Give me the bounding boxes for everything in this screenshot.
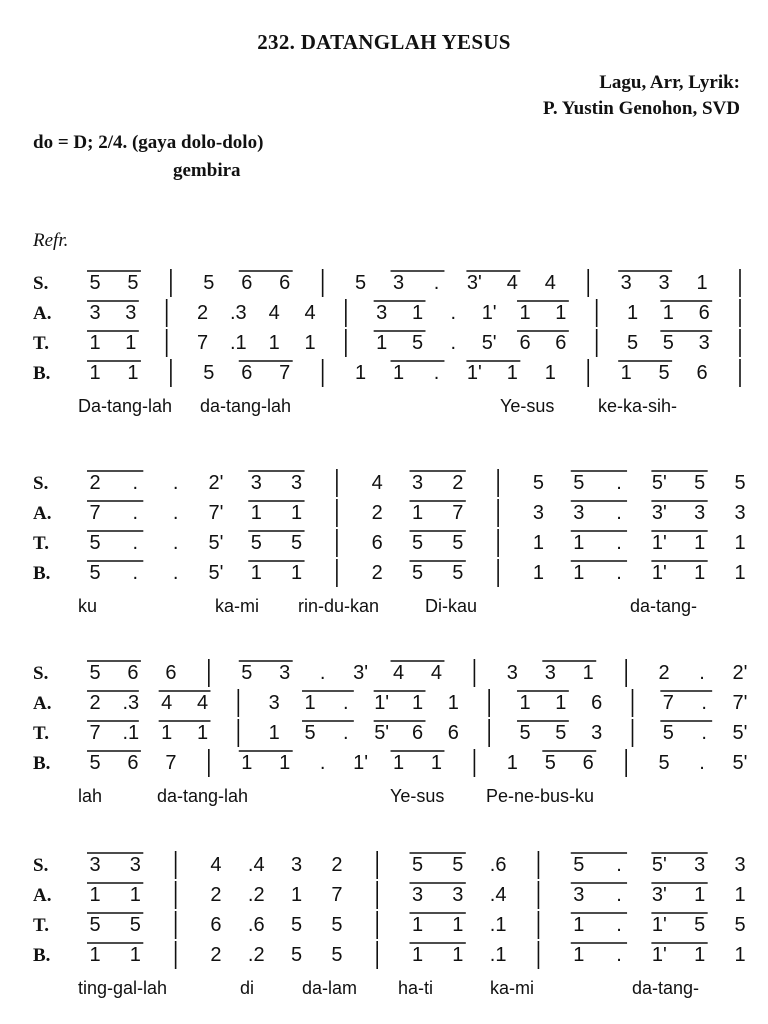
refrain-label: Refr.	[33, 230, 69, 251]
note-b: 1'	[353, 752, 369, 774]
note-a: 3'	[651, 502, 667, 524]
note-t: 5'	[208, 532, 224, 554]
note-s: 3	[279, 662, 291, 684]
note-b: 6	[241, 362, 253, 384]
note-a: 3	[694, 502, 706, 524]
note-b: 1	[532, 562, 544, 584]
note-a: 3	[125, 302, 137, 324]
note-t: 5	[694, 914, 706, 936]
lyric-syllables: da-tang-	[630, 596, 698, 616]
note-b: 1	[506, 362, 518, 384]
note-s: 6	[279, 272, 291, 294]
note-a: 1	[129, 884, 141, 906]
note-a: 7'	[208, 502, 224, 524]
note-s: .	[319, 662, 326, 684]
song-title: 232. DATANGLAH YESUS	[257, 30, 511, 54]
note-a: 1	[519, 302, 531, 324]
note-s: 2	[658, 662, 670, 684]
note-a: .	[132, 502, 139, 524]
voice-label-b: B.	[33, 563, 51, 584]
note-a: 1	[250, 502, 262, 524]
note-s: 5	[694, 472, 706, 494]
note-t: 6	[555, 332, 567, 354]
note-b: 1	[544, 362, 556, 384]
note-b: .1	[489, 944, 507, 966]
voice-label-t: T.	[33, 533, 50, 554]
note-a: 1	[447, 692, 459, 714]
note-a: 3	[573, 884, 585, 906]
note-a: 2	[210, 884, 222, 906]
note-s: 3	[506, 662, 518, 684]
note-b: 6	[696, 362, 708, 384]
lyric-syllables: Da-tang-lah	[78, 396, 173, 416]
note-s: .	[699, 662, 705, 684]
note-t: 5	[291, 532, 303, 554]
note-t: 5	[519, 722, 531, 744]
note-b: .	[699, 752, 705, 774]
note-t: 6	[411, 722, 424, 744]
voice-label-s: S.	[33, 273, 49, 294]
note-b: 7	[165, 752, 177, 774]
note-a: 2	[89, 692, 101, 714]
note-t: 1'	[651, 914, 667, 936]
note-s: 3	[392, 272, 405, 294]
note-s: 3	[129, 854, 141, 876]
note-t: 6	[519, 332, 531, 354]
lyric-syllables: Di-kau	[425, 596, 478, 616]
note-s: 2	[331, 854, 343, 876]
voice-label-b: B.	[33, 753, 51, 774]
note-t: 6	[371, 532, 383, 554]
note-b: 5	[544, 752, 556, 774]
note-t: 1	[304, 332, 316, 354]
lyric-syllables: da-tang-	[632, 978, 700, 998]
note-a: 3	[268, 692, 280, 714]
note-a: 7	[89, 502, 101, 524]
voice-label-t: T.	[33, 723, 50, 744]
note-t: 5	[734, 914, 746, 936]
note-b: 1	[392, 362, 405, 384]
notation-staff-3	[0, 652, 768, 832]
note-b: 1	[127, 362, 139, 384]
note-t: 5	[411, 332, 424, 354]
note-s: 3	[544, 662, 556, 684]
note-a: 3	[411, 884, 424, 906]
note-a: 1	[734, 884, 746, 906]
note-t: 5	[291, 914, 303, 936]
note-b: 1	[250, 562, 262, 584]
note-t: .6	[247, 914, 265, 936]
note-s: 5	[355, 272, 367, 294]
note-a: 7'	[732, 692, 748, 714]
note-a: 7	[331, 884, 343, 906]
note-s: 4	[544, 272, 556, 294]
note-t: .	[616, 914, 622, 936]
note-b: .	[132, 562, 139, 584]
lyric-syllables: ke-ka-sih-	[598, 396, 678, 416]
note-t: 7	[196, 332, 209, 354]
note-s: .	[616, 472, 622, 494]
lyric-syllables: Ye-sus	[390, 786, 445, 806]
note-b: 5	[331, 944, 343, 966]
note-s: .	[172, 472, 179, 494]
note-b: 6	[127, 752, 139, 774]
note-b: .	[616, 944, 622, 966]
note-b: 1	[291, 562, 303, 584]
note-t: 1	[268, 332, 280, 354]
note-a: 1	[291, 884, 303, 906]
note-s: 3	[291, 854, 303, 876]
note-s: .	[132, 472, 139, 494]
note-b: 1'	[466, 362, 482, 384]
lyric-syllables: da-lam	[302, 978, 358, 998]
note-b: 1	[694, 562, 706, 584]
note-b: 1	[89, 944, 101, 966]
note-a: 1	[519, 692, 531, 714]
note-a: .	[343, 692, 349, 714]
note-b: 1	[734, 944, 746, 966]
note-a: 1	[89, 884, 101, 906]
note-b: 1	[89, 362, 101, 384]
voice-label-a: A.	[33, 885, 52, 906]
lyric-syllables: ting-gal-lah	[78, 978, 168, 998]
note-b: 1'	[651, 562, 667, 584]
voice-label-b: B.	[33, 363, 51, 384]
note-s: 4	[371, 472, 383, 494]
note-b: 5	[89, 562, 101, 584]
note-b: 1	[452, 944, 464, 966]
note-a: .	[701, 692, 707, 714]
note-t: .	[616, 532, 622, 554]
note-b: 2	[210, 944, 222, 966]
note-b: 5	[203, 362, 215, 384]
note-t: 1	[694, 532, 706, 554]
note-b: 1	[355, 362, 367, 384]
note-a: .	[616, 502, 622, 524]
music-system-1	[0, 262, 768, 442]
music-system-3	[0, 652, 768, 832]
lyric-syllables: rin-du-kan	[298, 596, 380, 616]
note-b: 1	[506, 752, 518, 774]
voice-label-t: T.	[33, 915, 50, 936]
note-a: 3	[573, 502, 585, 524]
note-t: 5	[89, 914, 101, 936]
note-a: 7	[662, 692, 674, 714]
voice-label-a: A.	[33, 693, 52, 714]
note-s: 3'	[466, 272, 482, 294]
note-b: 1	[129, 944, 141, 966]
note-b: 5'	[732, 752, 748, 774]
note-t: 1	[573, 532, 585, 554]
note-s: 5	[411, 854, 424, 876]
note-b: 5	[89, 752, 101, 774]
note-a: 4	[268, 302, 280, 324]
note-a: .3	[122, 692, 140, 714]
note-s: 5	[734, 472, 746, 494]
note-s: .4	[247, 854, 265, 876]
lyric-syllables: Ye-sus	[500, 396, 555, 416]
note-t: 5	[555, 722, 567, 744]
note-s: 3	[411, 472, 424, 494]
note-b: 1	[241, 752, 253, 774]
note-t: .	[701, 722, 707, 744]
note-t: 1'	[651, 532, 667, 554]
note-t: 6	[447, 722, 459, 744]
note-s: 2	[89, 472, 101, 494]
note-t: 3	[591, 722, 603, 744]
voice-label-s: S.	[33, 473, 49, 494]
note-t: 3	[698, 332, 710, 354]
note-t: 5	[662, 332, 674, 354]
voice-label-t: T.	[33, 333, 50, 354]
note-t: .	[172, 532, 179, 554]
note-s: 5	[573, 854, 585, 876]
note-s: 5	[452, 854, 464, 876]
note-b: 5	[411, 562, 424, 584]
note-t: 1	[734, 532, 746, 554]
note-s: 6	[127, 662, 139, 684]
note-b: 1	[734, 562, 746, 584]
note-a: .2	[247, 884, 265, 906]
note-a: 1	[555, 302, 567, 324]
voice-label-s: S.	[33, 663, 49, 684]
note-s: 5	[532, 472, 544, 494]
voice-label-a: A.	[33, 303, 52, 324]
note-s: 5	[127, 272, 139, 294]
music-system-2	[0, 462, 768, 642]
note-b: 1	[430, 752, 443, 774]
lyric-syllables: di	[240, 978, 255, 998]
note-t: .	[343, 722, 349, 744]
note-a: 1'	[374, 692, 390, 714]
note-b: 7	[279, 362, 291, 384]
note-s: 6	[241, 272, 253, 294]
note-s: 5'	[651, 854, 667, 876]
note-s: 4	[392, 662, 405, 684]
note-a: 1	[411, 302, 424, 324]
note-s: 1	[582, 662, 594, 684]
note-t: 5'	[374, 722, 390, 744]
note-t: 5	[129, 914, 141, 936]
note-t: .1	[122, 722, 140, 744]
note-t: 1	[573, 914, 585, 936]
note-b: .2	[247, 944, 265, 966]
note-a: 1	[626, 302, 639, 324]
note-t: 5	[411, 532, 424, 554]
note-t: 1	[532, 532, 544, 554]
note-a: 2	[371, 502, 383, 524]
note-t: .	[132, 532, 139, 554]
note-b: 5'	[208, 562, 224, 584]
note-b: 6	[582, 752, 594, 774]
tempo-marking: gembira	[173, 160, 241, 181]
note-a: 1	[411, 692, 424, 714]
note-a: .	[172, 502, 179, 524]
note-a: 4	[304, 302, 316, 324]
note-s: 4	[506, 272, 518, 294]
note-a: 3	[532, 502, 544, 524]
note-s: 6	[165, 662, 177, 684]
note-a: 3	[89, 302, 101, 324]
note-b: 1	[411, 944, 424, 966]
note-t: 5	[452, 532, 464, 554]
credit-line-2: P. Yustin Genohon, SVD	[543, 98, 740, 119]
note-a: 1	[291, 502, 303, 524]
note-s: 1	[696, 272, 708, 294]
note-s: 5	[573, 472, 585, 494]
lyric-syllables: lah	[78, 786, 103, 806]
note-a: 1	[662, 302, 674, 324]
note-a: 1	[411, 502, 424, 524]
note-t: 1	[125, 332, 137, 354]
note-t: 1	[268, 722, 280, 744]
note-b: 5	[291, 944, 303, 966]
note-b: .	[616, 562, 622, 584]
note-t: 6	[210, 914, 222, 936]
note-t: 1	[89, 332, 101, 354]
note-a: 1	[304, 692, 316, 714]
note-a: 4	[196, 692, 209, 714]
note-a: 6	[591, 692, 603, 714]
note-b: 1	[573, 944, 585, 966]
voice-label-a: A.	[33, 503, 52, 524]
note-s: 3	[620, 272, 632, 294]
note-b: .	[433, 362, 440, 384]
note-a: 4	[161, 692, 173, 714]
note-s: 3	[291, 472, 303, 494]
note-s: 2'	[732, 662, 748, 684]
note-a: 1'	[481, 302, 497, 324]
note-t: 5'	[732, 722, 748, 744]
note-t: 5	[662, 722, 674, 744]
note-s: 5	[203, 272, 215, 294]
note-a: .	[616, 884, 622, 906]
note-b: 5	[452, 562, 464, 584]
note-s: 3	[250, 472, 262, 494]
note-s: 5	[89, 662, 101, 684]
note-t: 5	[89, 532, 101, 554]
note-a: 2	[196, 302, 209, 324]
voice-label-s: S.	[33, 855, 49, 876]
note-s: 5	[241, 662, 253, 684]
note-t: 5	[304, 722, 316, 744]
note-s: .	[433, 272, 440, 294]
note-s: 4	[430, 662, 443, 684]
lyric-syllables: da-tang-lah	[157, 786, 249, 806]
note-b: 5	[658, 752, 670, 774]
note-t: 5	[331, 914, 343, 936]
note-s: 3	[89, 854, 101, 876]
note-b: 1	[573, 562, 585, 584]
voice-label-b: B.	[33, 945, 51, 966]
note-a: .4	[489, 884, 507, 906]
note-a: 6	[698, 302, 710, 324]
note-a: 3	[452, 884, 464, 906]
note-b: 1	[392, 752, 405, 774]
credit-line-1: Lagu, Arr, Lyrik:	[599, 72, 740, 93]
note-t: 1	[376, 332, 388, 354]
note-a: 1	[555, 692, 567, 714]
note-b: 2	[371, 562, 383, 584]
note-b: 5	[658, 362, 670, 384]
note-s: .6	[489, 854, 507, 876]
note-s: 5	[89, 272, 101, 294]
note-s: 3	[658, 272, 670, 294]
note-a: 3	[376, 302, 388, 324]
lyric-syllables: ha-ti	[398, 978, 434, 998]
note-b: .	[319, 752, 326, 774]
note-a: 7	[452, 502, 464, 524]
note-s: 3	[734, 854, 746, 876]
note-t: 1	[452, 914, 464, 936]
note-a: 3	[734, 502, 746, 524]
note-s: 2'	[208, 472, 224, 494]
note-t: 5	[626, 332, 639, 354]
note-a: 1	[694, 884, 706, 906]
lyric-syllables: ka-mi	[215, 596, 259, 616]
note-b: .	[172, 562, 179, 584]
note-t: 5	[250, 532, 262, 554]
note-s: 3	[694, 854, 706, 876]
note-t: 1	[161, 722, 173, 744]
note-b: 1	[620, 362, 632, 384]
lyric-syllables: ka-mi	[490, 978, 534, 998]
note-a: 3'	[651, 884, 667, 906]
note-t: 7	[89, 722, 101, 744]
music-system-4	[0, 844, 768, 1024]
note-s: 2	[452, 472, 464, 494]
note-b: 1'	[651, 944, 667, 966]
note-s: 3'	[353, 662, 369, 684]
note-t: 5'	[481, 332, 497, 354]
key-signature: do = D; 2/4. (gaya dolo-dolo)	[33, 132, 264, 153]
note-s: 5'	[651, 472, 667, 494]
lyric-syllables: da-tang-lah	[200, 396, 292, 416]
note-t: .1	[489, 914, 507, 936]
lyric-syllables: Pe-ne-bus-ku	[486, 786, 595, 806]
note-b: 1	[694, 944, 706, 966]
note-s: .	[616, 854, 622, 876]
note-s: 4	[210, 854, 222, 876]
note-t: .1	[229, 332, 247, 354]
note-t: .	[450, 332, 457, 354]
note-t: 1	[411, 914, 424, 936]
lyric-syllables: ku	[78, 596, 98, 616]
note-a: .3	[229, 302, 247, 324]
note-b: 1	[279, 752, 291, 774]
note-t: 1	[196, 722, 209, 744]
note-a: .	[450, 302, 457, 324]
